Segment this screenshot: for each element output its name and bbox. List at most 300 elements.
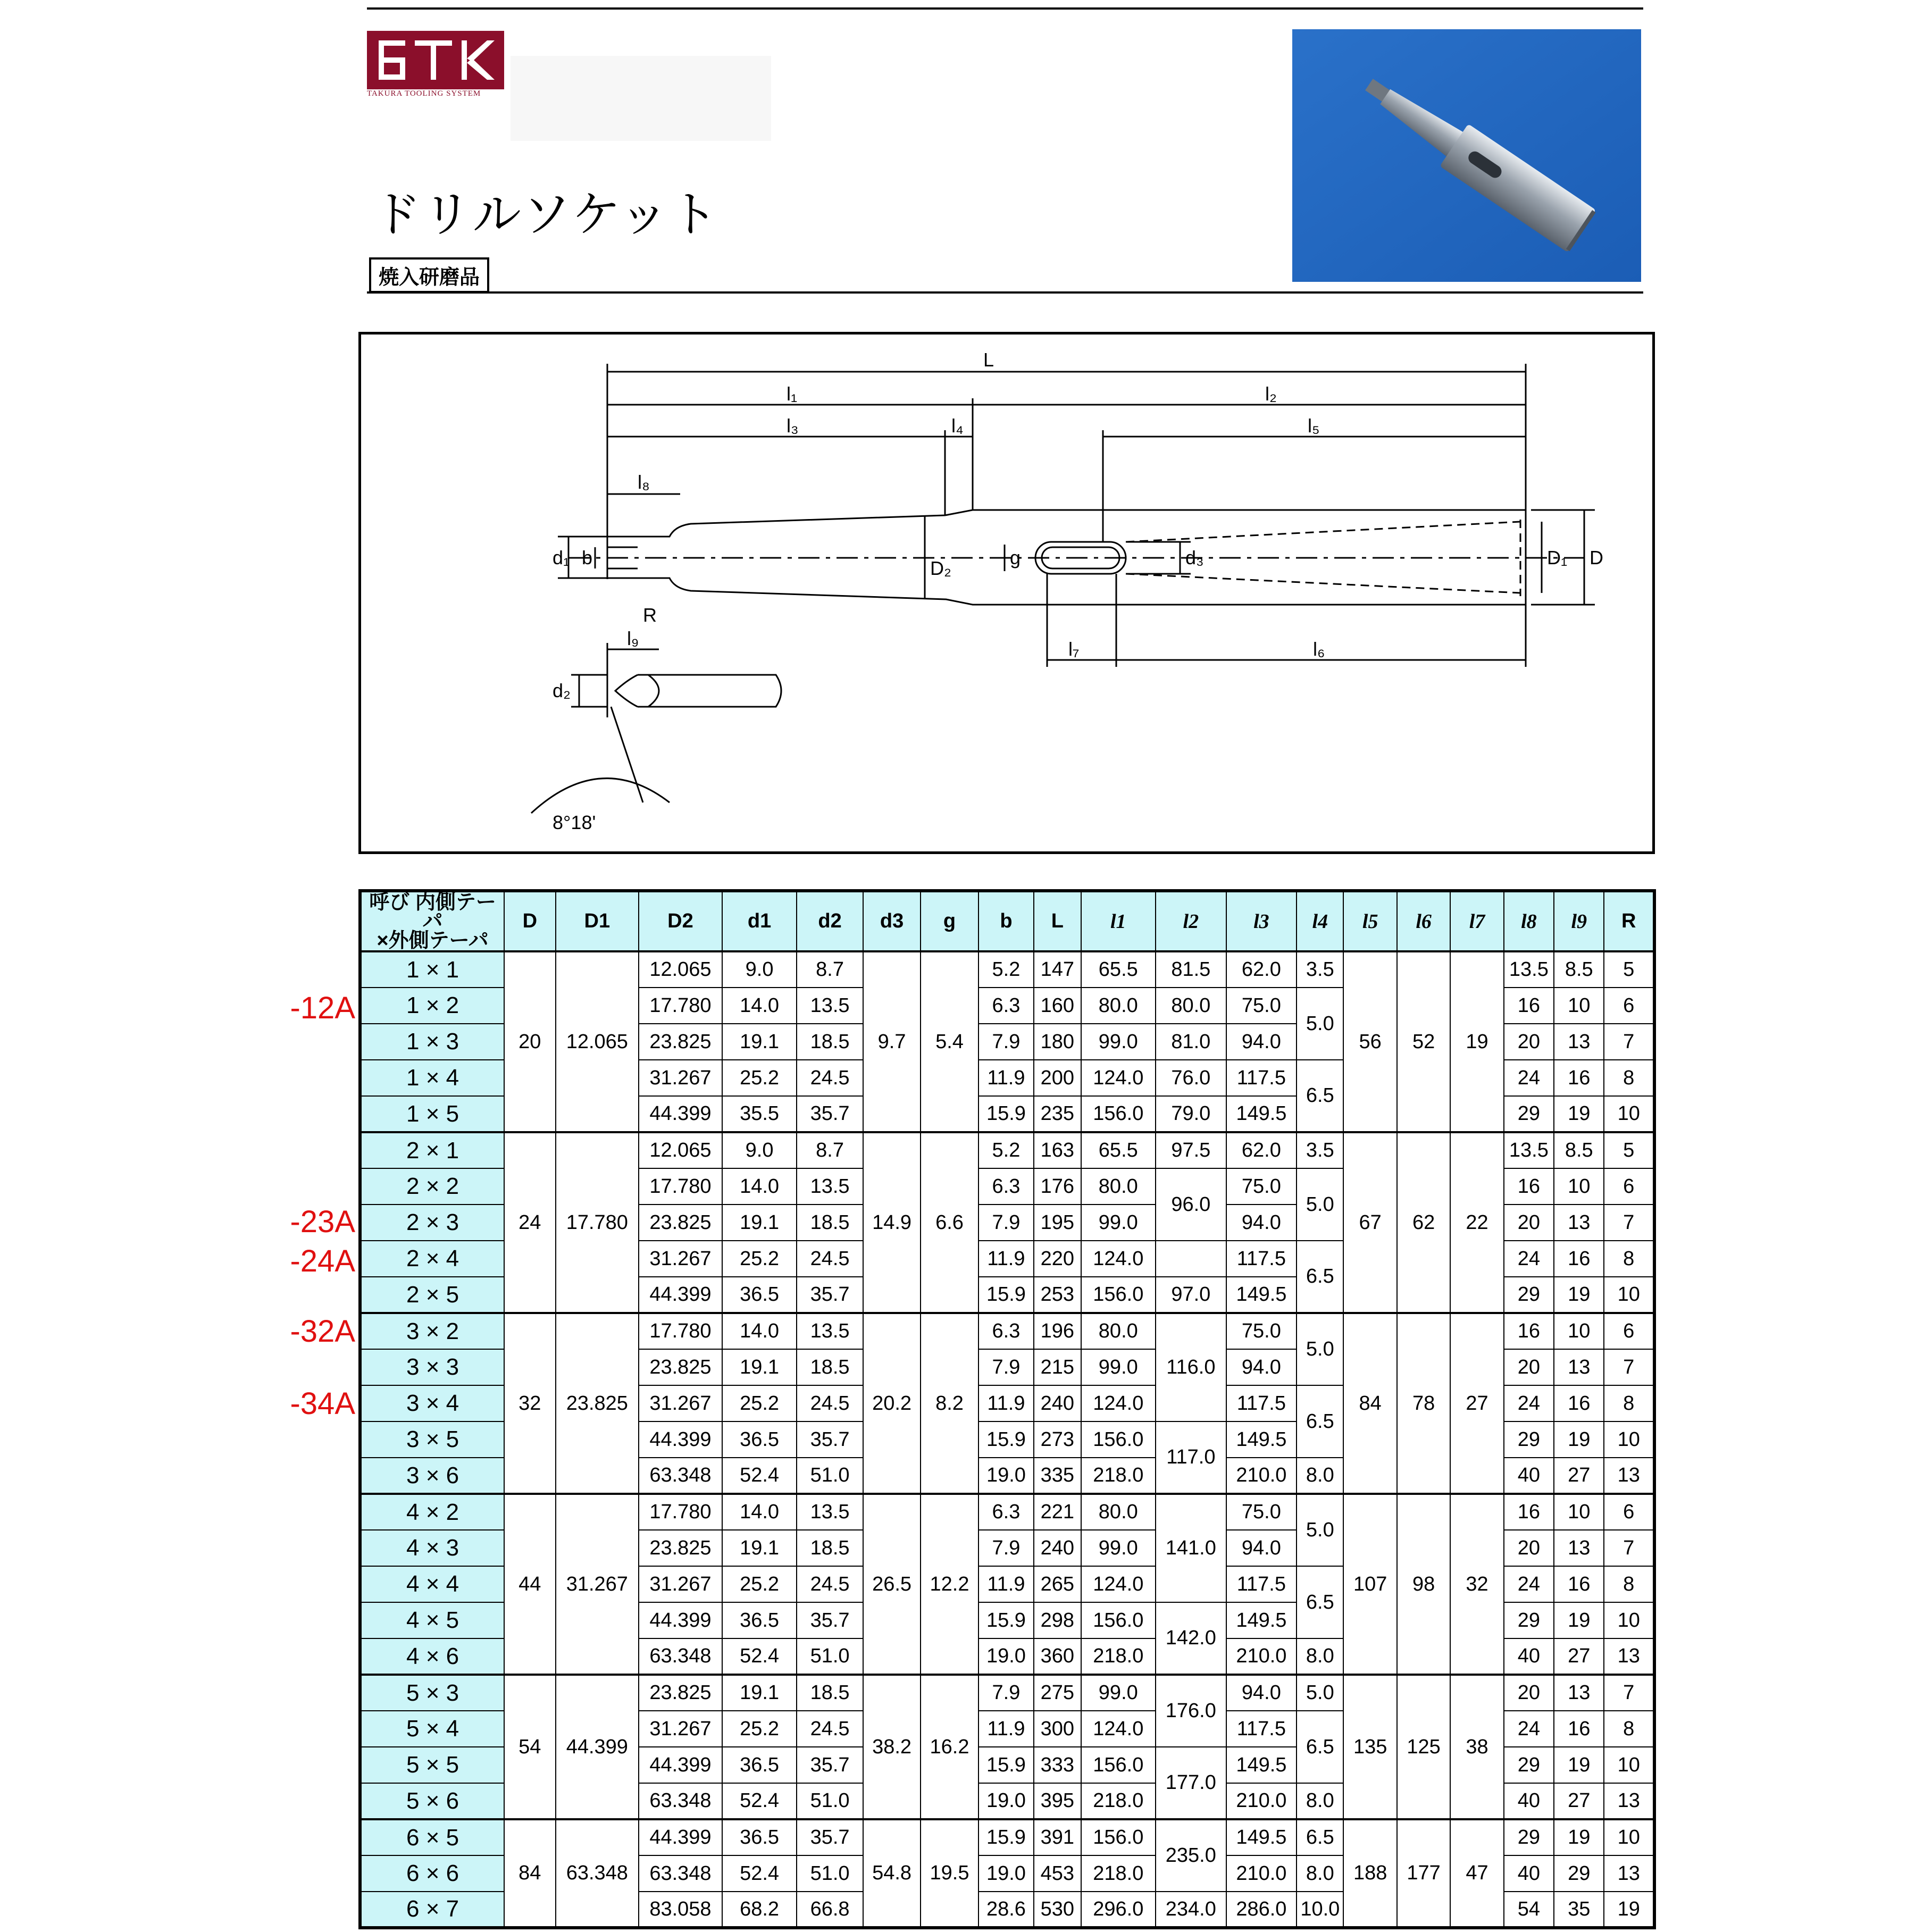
- cell-l7: 32: [1450, 1494, 1503, 1675]
- logo-backdrop: [511, 56, 771, 141]
- cell-D2: 17.780: [639, 1168, 722, 1205]
- cell-R: 13: [1604, 1458, 1654, 1494]
- label-angle: 8°18': [553, 812, 596, 833]
- cell-b: 19.0: [978, 1855, 1034, 1892]
- cell-L: 453: [1034, 1855, 1081, 1892]
- cell-d1: 9.0: [722, 951, 797, 988]
- col-d3: d3: [863, 891, 921, 951]
- cell-L: 395: [1034, 1783, 1081, 1819]
- cell-l2: 141.0: [1156, 1494, 1226, 1602]
- cell-R: 10: [1604, 1747, 1654, 1783]
- cell-l3: 117.5: [1226, 1711, 1297, 1747]
- cell-l8: 20: [1504, 1024, 1554, 1060]
- cell-l5: 135: [1343, 1675, 1396, 1819]
- cell-l3: 117.5: [1226, 1385, 1297, 1421]
- cell-l5: 107: [1343, 1494, 1396, 1675]
- cell-call-size: 4 × 5: [360, 1602, 504, 1638]
- cell-l3: 75.0: [1226, 1313, 1297, 1349]
- cell-l9: 10: [1554, 988, 1604, 1024]
- label-d3: d₃: [1185, 547, 1204, 568]
- cell-d1: 25.2: [722, 1711, 797, 1747]
- cell-l3: 149.5: [1226, 1096, 1297, 1132]
- cell-d1: 52.4: [722, 1855, 797, 1892]
- label-R: R: [643, 604, 657, 626]
- cell-l3: 62.0: [1226, 1132, 1297, 1168]
- cell-l3: 94.0: [1226, 1205, 1297, 1241]
- cell-L: 200: [1034, 1060, 1081, 1096]
- cell-l9: 13: [1554, 1349, 1604, 1385]
- cell-call-size: 3 × 5: [360, 1421, 504, 1458]
- label-l1: l₁: [787, 383, 798, 405]
- cell-d1: 25.2: [722, 1241, 797, 1277]
- cell-L: 335: [1034, 1458, 1081, 1494]
- cell-R: 10: [1604, 1421, 1654, 1458]
- cell-l6: 177: [1397, 1819, 1450, 1928]
- cell-d1: 14.0: [722, 1313, 797, 1349]
- cell-b: 6.3: [978, 988, 1034, 1024]
- label-l9: l₉: [627, 628, 639, 649]
- col-R: R: [1604, 891, 1654, 951]
- cell-l9: 19: [1554, 1277, 1604, 1313]
- cell-l2: 81.5: [1156, 951, 1226, 988]
- cell-b: 7.9: [978, 1675, 1034, 1711]
- cell-R: 8: [1604, 1060, 1654, 1096]
- cell-l9: 8.5: [1554, 951, 1604, 988]
- cell-l8: 24: [1504, 1060, 1554, 1096]
- cell-R: 8: [1604, 1711, 1654, 1747]
- cell-l9: 19: [1554, 1602, 1604, 1638]
- cell-D1: 17.780: [556, 1132, 639, 1313]
- cell-l4: 8.0: [1297, 1783, 1343, 1819]
- cell-b: 15.9: [978, 1277, 1034, 1313]
- cell-l1: 218.0: [1081, 1458, 1156, 1494]
- cell-D: 32: [504, 1313, 555, 1494]
- cell-l3: 94.0: [1226, 1349, 1297, 1385]
- cell-d1: 25.2: [722, 1385, 797, 1421]
- cell-l3: 75.0: [1226, 1494, 1297, 1530]
- cell-D2: 31.267: [639, 1241, 722, 1277]
- cell-l2: 97.0: [1156, 1277, 1226, 1313]
- cell-d2: 18.5: [797, 1530, 863, 1566]
- cell-D: 24: [504, 1132, 555, 1313]
- cell-D: 44: [504, 1494, 555, 1675]
- cell-call-size: 1 × 1: [360, 951, 504, 988]
- cell-d2: 24.5: [797, 1566, 863, 1602]
- cell-D1: 31.267: [556, 1494, 639, 1675]
- cell-l1: 80.0: [1081, 1313, 1156, 1349]
- cell-l4: 6.5: [1297, 1819, 1343, 1855]
- cell-d1: 36.5: [722, 1819, 797, 1855]
- cell-l1: 124.0: [1081, 1566, 1156, 1602]
- cell-l9: 8.5: [1554, 1132, 1604, 1168]
- cell-l4: 6.5: [1297, 1711, 1343, 1783]
- cell-l1: 156.0: [1081, 1277, 1156, 1313]
- label-D1: D₁: [1547, 547, 1568, 568]
- cell-d1: 19.1: [722, 1205, 797, 1241]
- label-l3: l₃: [787, 415, 799, 437]
- label-g: g: [1010, 547, 1021, 568]
- cell-L: 333: [1034, 1747, 1081, 1783]
- cell-l8: 20: [1504, 1349, 1554, 1385]
- cell-l8: 24: [1504, 1385, 1554, 1421]
- cell-l4: 5.0: [1297, 1675, 1343, 1711]
- cell-l6: 62: [1397, 1132, 1450, 1313]
- cell-l9: 16: [1554, 1711, 1604, 1747]
- cell-b: 19.0: [978, 1638, 1034, 1675]
- cell-d3: 20.2: [863, 1313, 921, 1494]
- cell-d1: 25.2: [722, 1566, 797, 1602]
- cell-l3: 210.0: [1226, 1783, 1297, 1819]
- cell-l1: 156.0: [1081, 1421, 1156, 1458]
- cell-l8: 40: [1504, 1783, 1554, 1819]
- cell-l2: [1156, 1241, 1226, 1277]
- cell-l2: 81.0: [1156, 1024, 1226, 1060]
- cell-d2: 24.5: [797, 1385, 863, 1421]
- cell-D2: 23.825: [639, 1024, 722, 1060]
- spec-table: [358, 889, 1656, 1929]
- cell-b: 7.9: [978, 1024, 1034, 1060]
- cell-d2: 18.5: [797, 1205, 863, 1241]
- cell-L: 180: [1034, 1024, 1081, 1060]
- cell-l2: 79.0: [1156, 1096, 1226, 1132]
- cell-l3: 286.0: [1226, 1892, 1297, 1928]
- cell-L: 273: [1034, 1421, 1081, 1458]
- cell-l8: 16: [1504, 1168, 1554, 1205]
- cell-call-size: 2 × 4: [360, 1241, 504, 1277]
- label-b: b: [582, 547, 593, 568]
- cell-l4: 8.0: [1297, 1638, 1343, 1675]
- cell-l8: 40: [1504, 1458, 1554, 1494]
- cell-L: 240: [1034, 1530, 1081, 1566]
- cell-D2: 44.399: [639, 1096, 722, 1132]
- cell-D2: 23.825: [639, 1675, 722, 1711]
- cell-call-size: 6 × 6: [360, 1855, 504, 1892]
- cell-l3: 94.0: [1226, 1675, 1297, 1711]
- cell-l8: 29: [1504, 1096, 1554, 1132]
- cell-l3: 94.0: [1226, 1530, 1297, 1566]
- cell-l4: 8.0: [1297, 1855, 1343, 1892]
- cell-b: 6.3: [978, 1313, 1034, 1349]
- cell-L: 240: [1034, 1385, 1081, 1421]
- cell-R: 7: [1604, 1675, 1654, 1711]
- cell-D2: 17.780: [639, 1313, 722, 1349]
- cell-d1: 19.1: [722, 1349, 797, 1385]
- cell-d2: 24.5: [797, 1241, 863, 1277]
- cell-L: 265: [1034, 1566, 1081, 1602]
- cell-l4: 8.0: [1297, 1458, 1343, 1494]
- cell-b: 19.0: [978, 1783, 1034, 1819]
- cell-call-size: 1 × 4: [360, 1060, 504, 1096]
- cell-l1: 99.0: [1081, 1349, 1156, 1385]
- cell-l3: 94.0: [1226, 1024, 1297, 1060]
- cell-D2: 31.267: [639, 1566, 722, 1602]
- cell-l4: 5.0: [1297, 988, 1343, 1060]
- cell-call-size: 4 × 4: [360, 1566, 504, 1602]
- cell-l4: 5.0: [1297, 1168, 1343, 1241]
- cell-d1: 9.0: [722, 1132, 797, 1168]
- cell-l1: 65.5: [1081, 951, 1156, 988]
- cell-L: 298: [1034, 1602, 1081, 1638]
- cell-D1: 23.825: [556, 1313, 639, 1494]
- cell-d1: 19.1: [722, 1675, 797, 1711]
- cell-b: 11.9: [978, 1711, 1034, 1747]
- cell-l2: 80.0: [1156, 988, 1226, 1024]
- col-l1: l1: [1081, 891, 1156, 951]
- cell-call-size: 5 × 6: [360, 1783, 504, 1819]
- cell-d1: 25.2: [722, 1060, 797, 1096]
- cell-d2: 51.0: [797, 1855, 863, 1892]
- cell-l9: 16: [1554, 1241, 1604, 1277]
- cell-l8: 29: [1504, 1747, 1554, 1783]
- cell-l7: 27: [1450, 1313, 1503, 1494]
- cell-l7: 19: [1450, 951, 1503, 1132]
- cell-l8: 16: [1504, 988, 1554, 1024]
- cell-R: 13: [1604, 1855, 1654, 1892]
- cell-D2: 12.065: [639, 1132, 722, 1168]
- table-row: [360, 1675, 1654, 1711]
- stk-logo: [367, 31, 504, 89]
- cell-D2: 44.399: [639, 1602, 722, 1638]
- cell-l2: 235.0: [1156, 1819, 1226, 1892]
- cell-call-size: 2 × 3: [360, 1205, 504, 1241]
- label-d2: d₂: [553, 680, 571, 701]
- cell-R: 6: [1604, 1313, 1654, 1349]
- cell-call-size: 3 × 4: [360, 1385, 504, 1421]
- cell-l1: 218.0: [1081, 1855, 1156, 1892]
- cell-L: 195: [1034, 1205, 1081, 1241]
- cell-D2: 83.058: [639, 1892, 722, 1928]
- label-d1: d₁: [553, 547, 570, 568]
- cell-b: 5.2: [978, 951, 1034, 988]
- cell-l1: 124.0: [1081, 1241, 1156, 1277]
- cell-R: 8: [1604, 1241, 1654, 1277]
- cell-d3: 26.5: [863, 1494, 921, 1675]
- cell-d2: 35.7: [797, 1421, 863, 1458]
- header-rule: [367, 291, 1643, 294]
- cell-call-size: 3 × 3: [360, 1349, 504, 1385]
- cell-R: 8: [1604, 1385, 1654, 1421]
- cell-d2: 13.5: [797, 1168, 863, 1205]
- cell-l9: 27: [1554, 1783, 1604, 1819]
- cell-D: 20: [504, 951, 555, 1132]
- cell-b: 15.9: [978, 1819, 1034, 1855]
- cell-l8: 40: [1504, 1855, 1554, 1892]
- cell-call-size: 3 × 6: [360, 1458, 504, 1494]
- cell-l4: 3.5: [1297, 951, 1343, 988]
- cell-R: 10: [1604, 1819, 1654, 1855]
- cell-l8: 40: [1504, 1638, 1554, 1675]
- cell-l3: 62.0: [1226, 951, 1297, 988]
- cell-l5: 67: [1343, 1132, 1396, 1313]
- cell-D2: 23.825: [639, 1349, 722, 1385]
- col-D1: D1: [556, 891, 639, 951]
- cell-call-size: 6 × 7: [360, 1892, 504, 1928]
- cell-l4: 5.0: [1297, 1313, 1343, 1385]
- cell-d1: 68.2: [722, 1892, 797, 1928]
- model-code-32A: -32A: [290, 1314, 355, 1349]
- table-row: [360, 1494, 1654, 1530]
- cell-l1: 99.0: [1081, 1675, 1156, 1711]
- label-l4: l₄: [951, 415, 964, 437]
- cell-R: 7: [1604, 1205, 1654, 1241]
- cell-b: 15.9: [978, 1602, 1034, 1638]
- label-l8: l₈: [638, 471, 650, 493]
- cell-l3: 117.5: [1226, 1566, 1297, 1602]
- label-L: L: [983, 349, 994, 371]
- col-L: L: [1034, 891, 1081, 951]
- cell-d2: 35.7: [797, 1747, 863, 1783]
- cell-l6: 98: [1397, 1494, 1450, 1675]
- col-call: 呼び 内側テーパ ×外側テーパ: [360, 891, 504, 951]
- cell-D: 84: [504, 1819, 555, 1928]
- cell-D: 54: [504, 1675, 555, 1819]
- cell-l3: 210.0: [1226, 1458, 1297, 1494]
- cell-R: 6: [1604, 988, 1654, 1024]
- cell-l4: 6.5: [1297, 1060, 1343, 1132]
- cell-L: 147: [1034, 951, 1081, 988]
- cell-call-size: 2 × 5: [360, 1277, 504, 1313]
- cell-l8: 20: [1504, 1675, 1554, 1711]
- cell-d2: 51.0: [797, 1638, 863, 1675]
- cell-d1: 19.1: [722, 1024, 797, 1060]
- cell-l1: 218.0: [1081, 1638, 1156, 1675]
- cell-d1: 36.5: [722, 1602, 797, 1638]
- cell-b: 6.3: [978, 1494, 1034, 1530]
- cell-d1: 36.5: [722, 1421, 797, 1458]
- cell-g: 16.2: [921, 1675, 978, 1819]
- cell-b: 15.9: [978, 1096, 1034, 1132]
- cell-l9: 27: [1554, 1638, 1604, 1675]
- label-l2: l₂: [1265, 383, 1277, 405]
- cell-b: 7.9: [978, 1530, 1034, 1566]
- cell-L: 221: [1034, 1494, 1081, 1530]
- cell-D2: 44.399: [639, 1277, 722, 1313]
- cell-l8: 24: [1504, 1241, 1554, 1277]
- cell-l3: 149.5: [1226, 1277, 1297, 1313]
- cell-l1: 296.0: [1081, 1892, 1156, 1928]
- cell-b: 11.9: [978, 1241, 1034, 1277]
- cell-D2: 17.780: [639, 988, 722, 1024]
- cell-l9: 13: [1554, 1024, 1604, 1060]
- cell-R: 7: [1604, 1349, 1654, 1385]
- cell-l1: 124.0: [1081, 1385, 1156, 1421]
- cell-call-size: 1 × 3: [360, 1024, 504, 1060]
- cell-call-size: 6 × 5: [360, 1819, 504, 1855]
- cell-l9: 35: [1554, 1892, 1604, 1928]
- cell-R: 19: [1604, 1892, 1654, 1928]
- cell-l9: 16: [1554, 1566, 1604, 1602]
- cell-D2: 17.780: [639, 1494, 722, 1530]
- cell-l9: 10: [1554, 1494, 1604, 1530]
- cell-R: 7: [1604, 1530, 1654, 1566]
- label-l5: l₅: [1308, 415, 1320, 437]
- cell-D2: 23.825: [639, 1205, 722, 1241]
- table-row: [360, 1313, 1654, 1349]
- cell-d2: 13.5: [797, 988, 863, 1024]
- cell-call-size: 4 × 6: [360, 1638, 504, 1675]
- cell-l9: 29: [1554, 1855, 1604, 1892]
- cell-D2: 23.825: [639, 1530, 722, 1566]
- cell-R: 6: [1604, 1168, 1654, 1205]
- table-row: [360, 1819, 1654, 1855]
- col-g: g: [921, 891, 978, 951]
- cell-R: 13: [1604, 1783, 1654, 1819]
- cell-R: 7: [1604, 1024, 1654, 1060]
- cell-l8: 29: [1504, 1819, 1554, 1855]
- cell-D2: 31.267: [639, 1711, 722, 1747]
- cell-g: 8.2: [921, 1313, 978, 1494]
- cell-call-size: 5 × 3: [360, 1675, 504, 1711]
- cell-l1: 156.0: [1081, 1819, 1156, 1855]
- cell-l2: 76.0: [1156, 1060, 1226, 1096]
- cell-l8: 13.5: [1504, 951, 1554, 988]
- cell-l9: 13: [1554, 1530, 1604, 1566]
- label-l7: l₇: [1068, 638, 1080, 660]
- cell-call-size: 5 × 4: [360, 1711, 504, 1747]
- cell-d2: 51.0: [797, 1783, 863, 1819]
- cell-D1: 44.399: [556, 1675, 639, 1819]
- cell-d1: 52.4: [722, 1783, 797, 1819]
- col-D2: D2: [639, 891, 722, 951]
- cell-d1: 52.4: [722, 1458, 797, 1494]
- cell-L: 391: [1034, 1819, 1081, 1855]
- cell-l3: 149.5: [1226, 1819, 1297, 1855]
- cell-b: 11.9: [978, 1566, 1034, 1602]
- model-code-24A: -24A: [290, 1244, 355, 1278]
- cell-l1: 156.0: [1081, 1747, 1156, 1783]
- cell-call-size: 5 × 5: [360, 1747, 504, 1783]
- cell-l8: 29: [1504, 1277, 1554, 1313]
- cell-l1: 156.0: [1081, 1096, 1156, 1132]
- cell-L: 530: [1034, 1892, 1081, 1928]
- cell-D2: 44.399: [639, 1747, 722, 1783]
- cell-l3: 75.0: [1226, 988, 1297, 1024]
- cell-l3: 75.0: [1226, 1168, 1297, 1205]
- cell-R: 5: [1604, 951, 1654, 988]
- cell-l6: 125: [1397, 1675, 1450, 1819]
- cell-L: 220: [1034, 1241, 1081, 1277]
- cell-L: 235: [1034, 1096, 1081, 1132]
- col-l3: l3: [1226, 891, 1297, 951]
- cell-R: 13: [1604, 1638, 1654, 1675]
- cell-d1: 35.5: [722, 1096, 797, 1132]
- cell-d2: 13.5: [797, 1313, 863, 1349]
- col-D: D: [504, 891, 555, 951]
- cell-d2: 18.5: [797, 1675, 863, 1711]
- cell-D2: 63.348: [639, 1638, 722, 1675]
- cell-b: 19.0: [978, 1458, 1034, 1494]
- col-l5: l5: [1343, 891, 1396, 951]
- cell-l7: 38: [1450, 1675, 1503, 1819]
- cell-l4: 5.0: [1297, 1494, 1343, 1566]
- cell-l4: 3.5: [1297, 1132, 1343, 1168]
- cell-D2: 63.348: [639, 1783, 722, 1819]
- cell-L: 300: [1034, 1711, 1081, 1747]
- cell-l1: 80.0: [1081, 1494, 1156, 1530]
- cell-l1: 80.0: [1081, 988, 1156, 1024]
- cell-b: 15.9: [978, 1747, 1034, 1783]
- cell-D2: 63.348: [639, 1855, 722, 1892]
- cell-L: 360: [1034, 1638, 1081, 1675]
- cell-l3: 117.5: [1226, 1241, 1297, 1277]
- cell-l9: 13: [1554, 1675, 1604, 1711]
- cell-L: 163: [1034, 1132, 1081, 1168]
- model-code-34A: -34A: [290, 1386, 355, 1421]
- cell-d2: 66.8: [797, 1892, 863, 1928]
- page-title: ドリルソケット: [372, 186, 720, 243]
- cell-l2: 116.0: [1156, 1313, 1226, 1421]
- cell-l6: 52: [1397, 951, 1450, 1132]
